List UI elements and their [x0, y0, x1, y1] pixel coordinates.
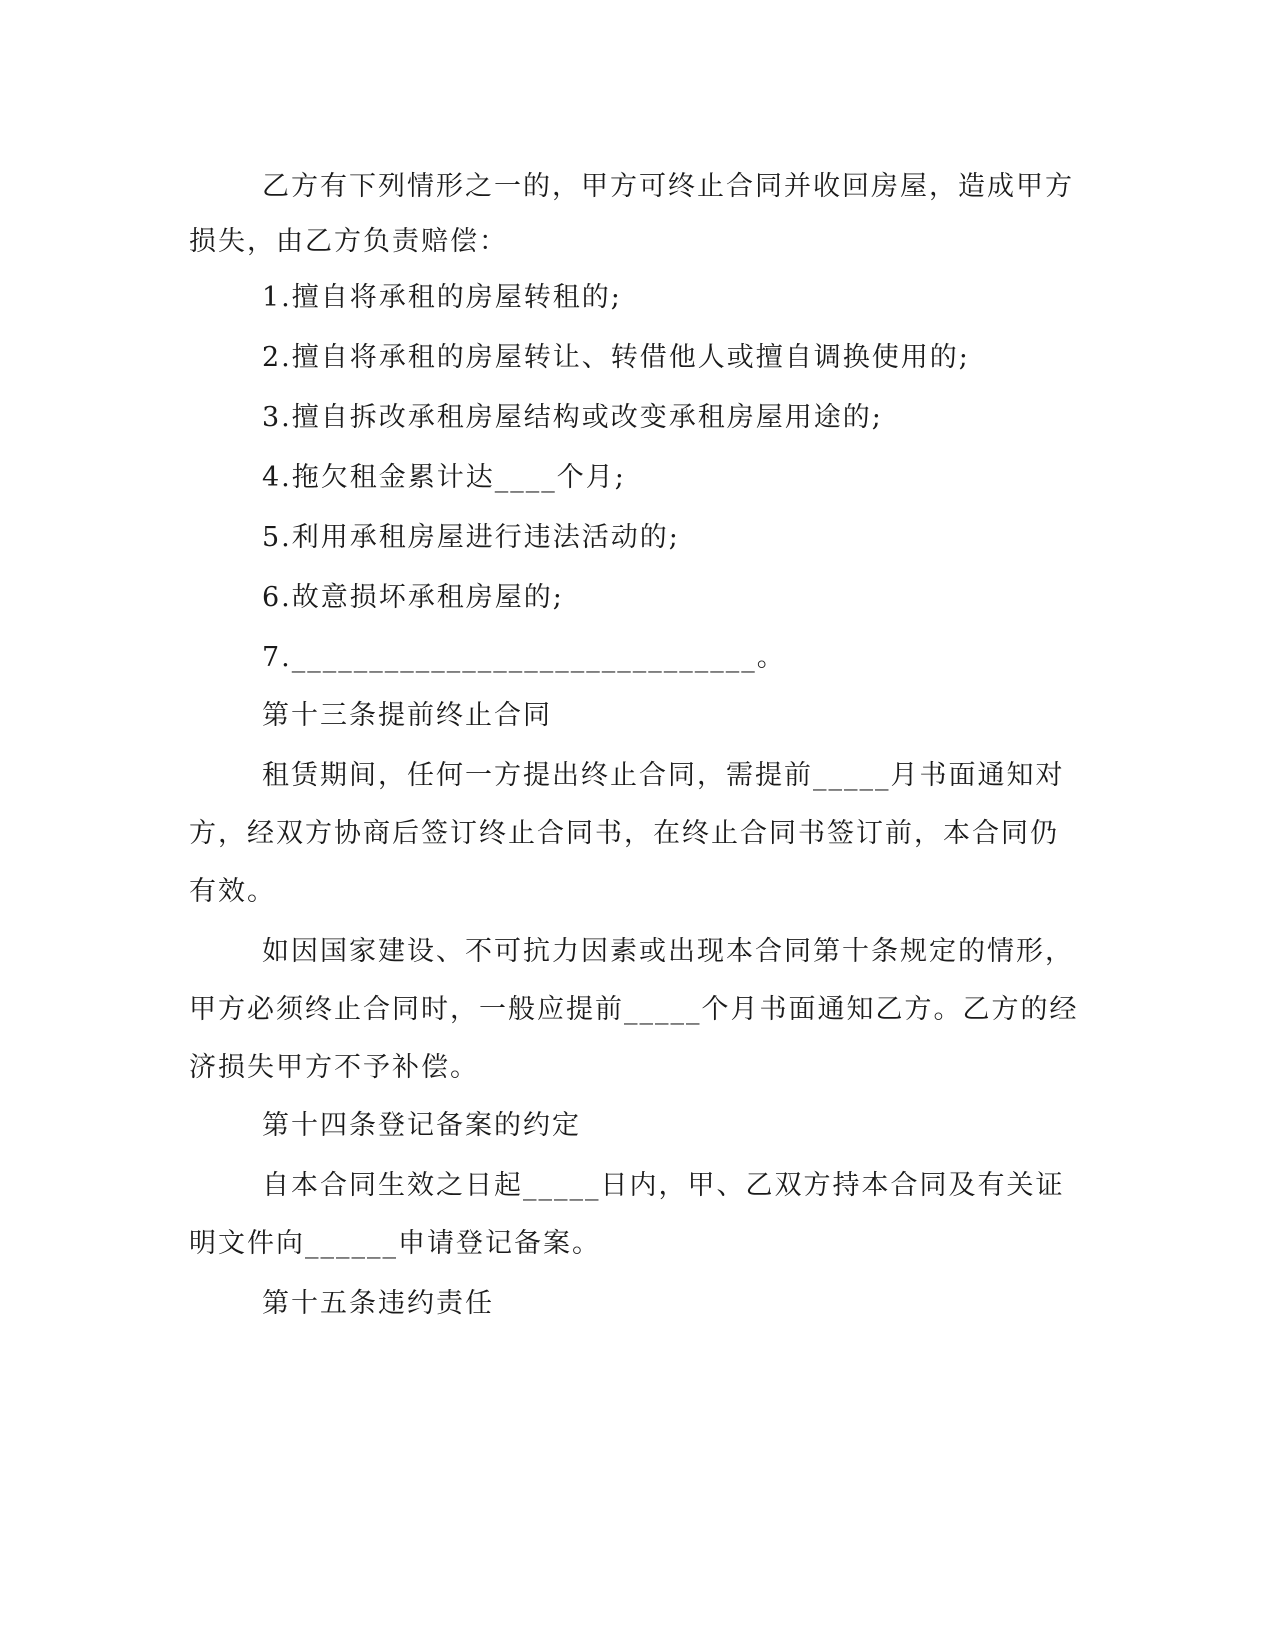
article-heading: 第十四条登记备案的约定	[262, 1110, 581, 1141]
list-item: 3.擅自拆改承租房屋结构或改变承租房屋用途的;	[262, 402, 883, 433]
paragraph-line: 乙方有下列情形之一的，甲方可终止合同并收回房屋，造成甲方	[262, 171, 1074, 202]
list-item: 2.擅自将承租的房屋转让、转借他人或擅自调换使用的;	[262, 342, 970, 373]
paragraph-line: 济损失甲方不予补偿。	[189, 1052, 479, 1083]
paragraph-line: 自本合同生效之日起_____日内，甲、乙双方持本合同及有关证	[262, 1170, 1065, 1201]
list-item: 7.______________________________。	[262, 642, 786, 673]
paragraph-line: 甲方必须终止合同时，一般应提前_____个月书面通知乙方。乙方的经	[189, 994, 1079, 1025]
list-item: 5.利用承租房屋进行违法活动的;	[262, 522, 680, 553]
paragraph-line: 损失，由乙方负责赔偿：	[189, 226, 508, 257]
list-item: 6.故意损坏承租房屋的;	[262, 582, 564, 613]
paragraph-line: 方，经双方协商后签订终止合同书，在终止合同书签订前，本合同仍	[189, 818, 1059, 849]
paragraph-line: 有效。	[189, 876, 276, 907]
paragraph-line: 明文件向______申请登记备案。	[189, 1228, 601, 1259]
paragraph-line: 如因国家建设、不可抗力因素或出现本合同第十条规定的情形，	[262, 936, 1074, 967]
paragraph-line: 租赁期间，任何一方提出终止合同，需提前_____月书面通知对	[262, 760, 1065, 791]
article-heading: 第十三条提前终止合同	[262, 700, 552, 731]
article-heading: 第十五条违约责任	[262, 1288, 494, 1319]
list-item: 4.拖欠租金累计达____个月;	[262, 462, 626, 493]
list-item: 1.擅自将承租的房屋转租的;	[262, 282, 622, 313]
